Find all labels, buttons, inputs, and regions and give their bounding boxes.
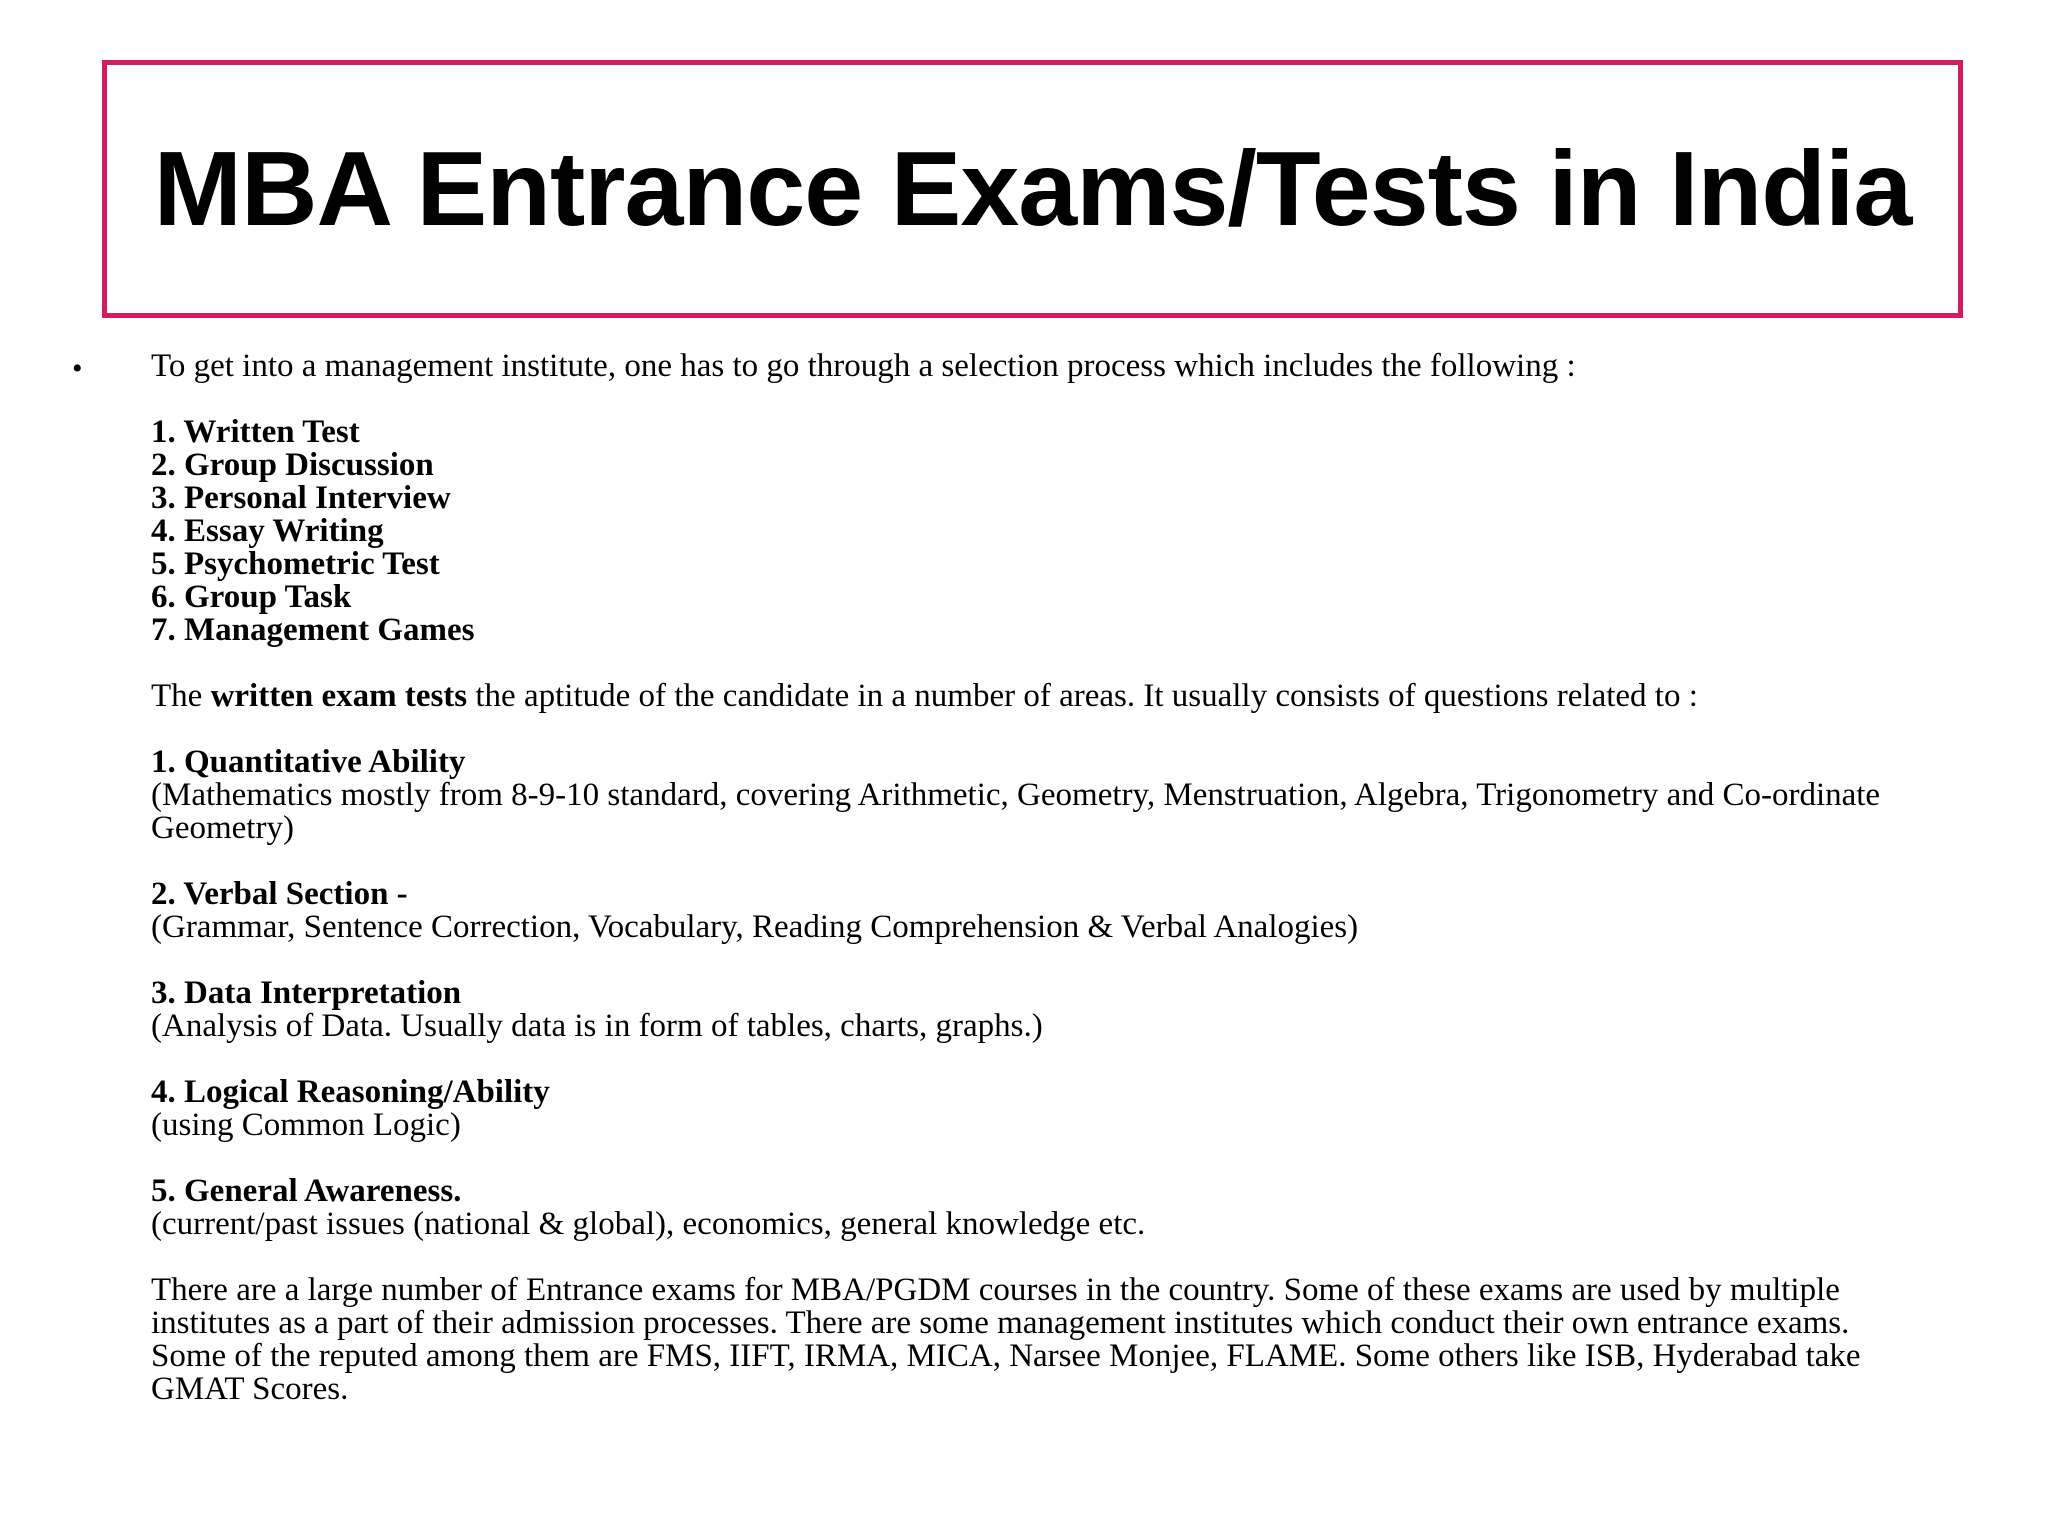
section-heading: 3. Data Interpretation [151, 975, 462, 1011]
list-item: 5. Psychometric Test [151, 546, 440, 582]
section-description: (Analysis of Data. Usually data is in form of tables, charts, graphs.) [151, 1008, 1043, 1044]
written-exam-suffix: the aptitude of the candidate in a number of areas. It usually consists of questions related to : [467, 678, 1698, 714]
exam-section [151, 746, 1921, 845]
selection-steps-list [151, 416, 1921, 647]
section-description: (current/past issues (national & global), economics, general knowledge etc. [151, 1206, 1146, 1242]
title-box [102, 60, 1963, 318]
section-heading: 4. Logical Reasoning/Ability [151, 1074, 550, 1110]
slide-body [151, 350, 1921, 1406]
section-heading: 1. Quantitative Ability [151, 744, 466, 780]
written-exam-text [151, 680, 1921, 713]
exam-section [151, 878, 1921, 944]
section-description: (Mathematics mostly from 8-9-10 standard, covering Arithmetic, Geometry, Menstruation, Algebra, Trigonometry and Co-ordinate Geometry) [151, 777, 1881, 846]
page-title: MBA Entrance Exams/Tests in India [153, 130, 1912, 248]
written-exam-prefix: The [151, 678, 211, 714]
list-item: 6. Group Task [151, 579, 352, 615]
list-item: 2. Group Discussion [151, 447, 434, 483]
section-heading: 2. Verbal Section - [151, 876, 408, 912]
list-item: 1. Written Test [151, 414, 360, 450]
closing-paragraph: There are a large number of Entrance exams for MBA/PGDM courses in the country. Some of these exams are used by multiple institutes as a part of their admission processes. There are some management institutes which conduct their own entrance exams. Some of the reputed among them are FMS, IIFT, IRMA, MICA, Narsee Monjee, FLAME. Some others like ISB, Hyderabad take GMAT Scores. [151, 1272, 1861, 1407]
bullet-marker: • [72, 352, 83, 385]
exam-section [151, 1076, 1921, 1142]
list-item: 7. Management Games [151, 612, 475, 648]
section-description: (using Common Logic) [151, 1107, 461, 1143]
exam-section [151, 977, 1921, 1043]
intro-text: To get into a management institute, one has to go through a selection process which includes the following : [151, 348, 1576, 384]
list-item: 3. Personal Interview [151, 480, 451, 516]
exam-section [151, 1175, 1921, 1241]
written-exam-bold: written exam tests [210, 678, 468, 714]
section-description: (Grammar, Sentence Correction, Vocabulary, Reading Comprehension & Verbal Analogies) [151, 909, 1359, 945]
list-item: 4. Essay Writing [151, 513, 384, 549]
section-heading: 5. General Awareness. [151, 1173, 462, 1209]
